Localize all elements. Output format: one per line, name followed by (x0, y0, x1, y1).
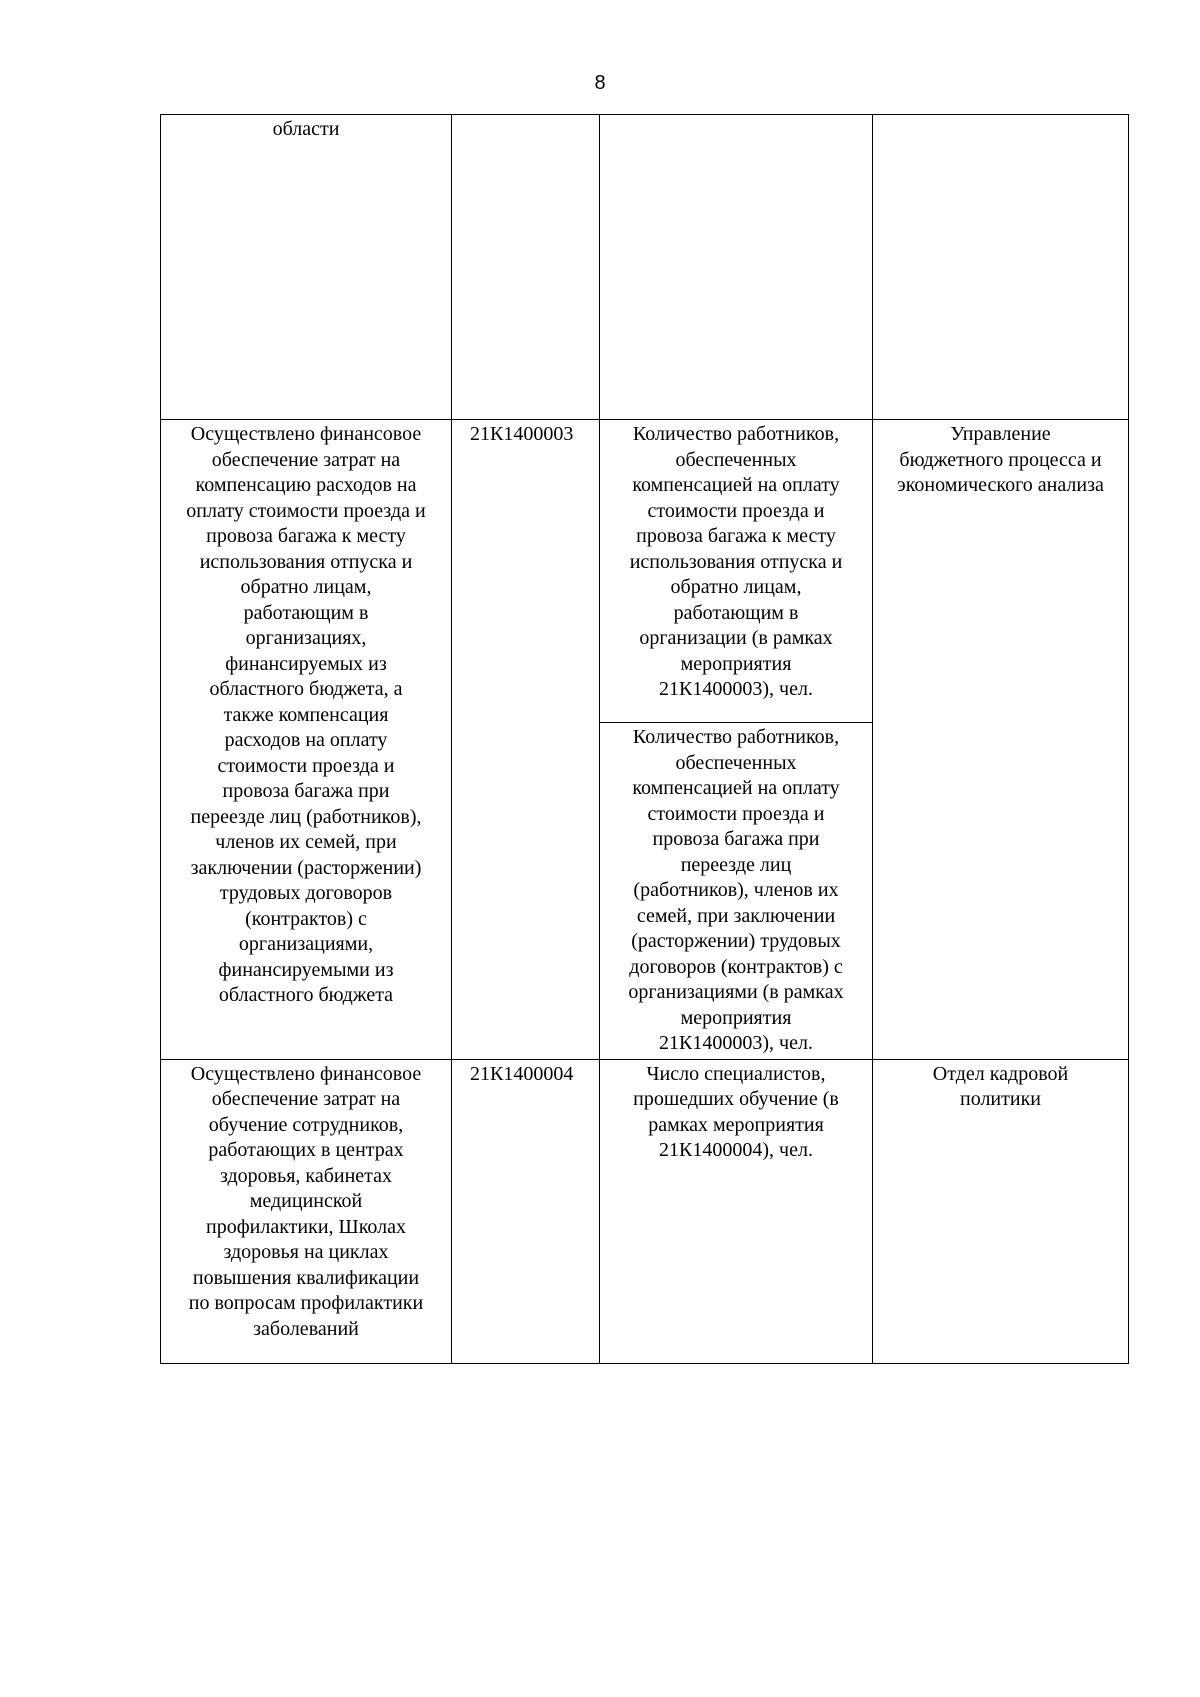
code-cell (452, 115, 600, 420)
program-table (160, 114, 1129, 1364)
table-row (161, 420, 1129, 723)
indicator-cell (600, 115, 873, 420)
table-row (161, 1059, 1129, 1363)
result-cell: Осуществлено финансовое обеспечение затрат на компенсацию расходов на оплату стоимости проезда и провоза багажа к месту использования отпуска и обратно лицам, работающим в организациях, финансируемых из областного бюджета, а также компенсация расходов на оплату стоимости проезда и провоза багажа при переезде лиц (работников), членов их семей, при заключении (расторжении) трудовых договоров (контрактов) с организациями, финансируемыми из областного бюджета (161, 420, 452, 1060)
indicator-cell: Количество работников, обеспеченных компенсацией на оплату стоимости проезда и провоза багажа при переезде лиц (работников), членов их семей, при заключении (расторжении) трудовых договоров (контрактов) с организациями (в рамках мероприятия 21К1400003), чел. (600, 723, 873, 1060)
result-cell: области (161, 115, 452, 420)
indicator-cell: Число специалистов, прошедших обучение (в рамках мероприятия 21К1400004), чел. (600, 1059, 873, 1363)
table-row (161, 115, 1129, 420)
code-cell: 21К1400003 (452, 420, 600, 1060)
responsible-cell: Отдел кадровой политики (873, 1059, 1129, 1363)
indicator-cell: Количество работников, обеспеченных компенсацией на оплату стоимости проезда и провоза багажа к месту использования отпуска и обратно лицам, работающим в организации (в рамках мероприятия 21К1400003), чел. (600, 420, 873, 723)
page-number: 8 (594, 72, 606, 94)
code-cell: 21К1400004 (452, 1059, 600, 1363)
result-cell: Осуществлено финансовое обеспечение затрат на обучение сотрудников, работающих в центрах здоровья, кабинетах медицинской профилактики, Школах здоровья на циклах повышения квалификации по вопросам профилактики заболеваний (161, 1059, 452, 1363)
responsible-cell: Управление бюджетного процесса и экономического анализа (873, 420, 1129, 1060)
responsible-cell (873, 115, 1129, 420)
